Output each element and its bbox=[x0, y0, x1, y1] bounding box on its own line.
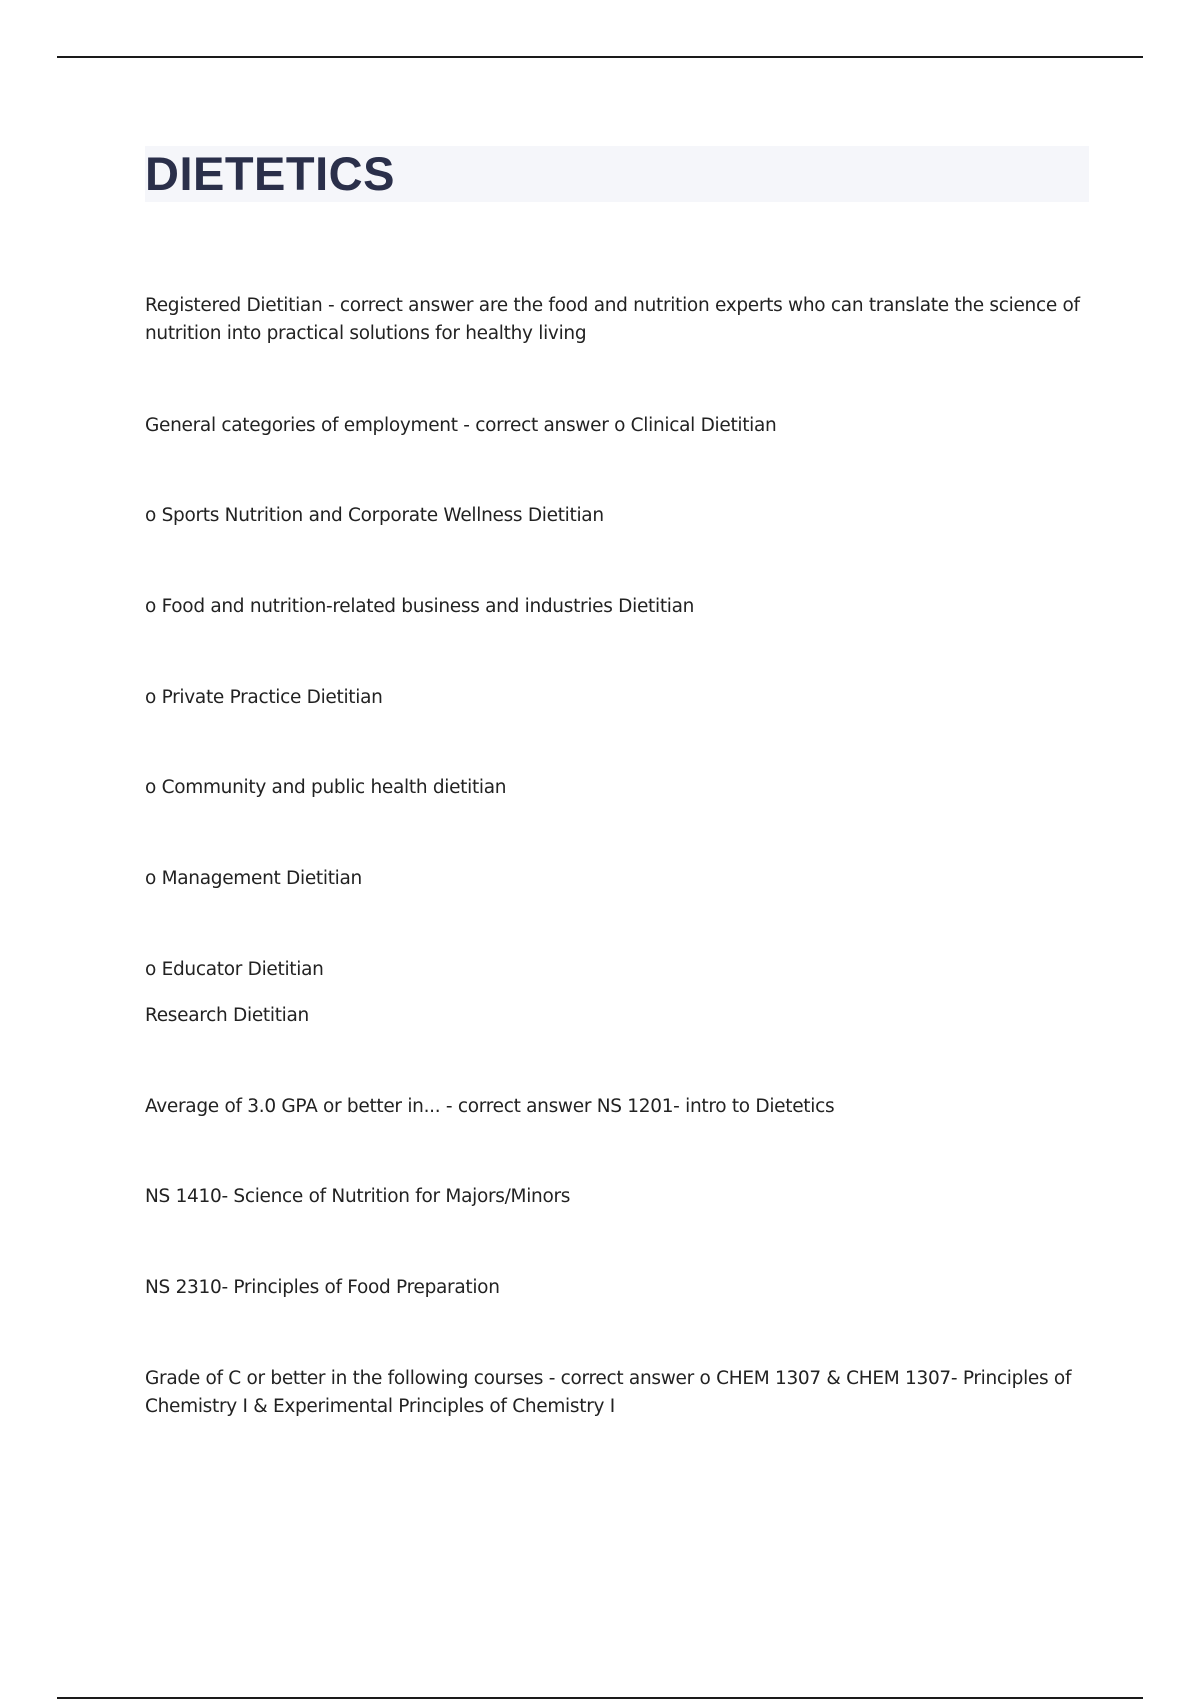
course-ns-1410: NS 1410- Science of Nutrition for Majors/Minors bbox=[145, 1186, 571, 1207]
document-title: DIETETICS bbox=[145, 147, 395, 200]
header-rule bbox=[57, 56, 1143, 58]
list-item-management: o Management Dietitian bbox=[145, 868, 362, 889]
paragraph-registered-dietitian: Registered Dietitian - correct answer are the food and nutrition experts who can translate the science of nutrition into practical solutions for healthy living bbox=[145, 295, 1080, 344]
list-item-food-industry: o Food and nutrition-related business and industries Dietitian bbox=[145, 596, 695, 617]
list-item-research: Research Dietitian bbox=[145, 1005, 309, 1026]
paragraph-grade-requirement: Grade of C or better in the following courses - correct answer o CHEM 1307 & CHEM 1307- Principles of Chemistry I & Experimental Principles of Chemistry I bbox=[145, 1368, 1072, 1417]
list-item-sports-nutrition: o Sports Nutrition and Corporate Wellness Dietitian bbox=[145, 505, 604, 526]
title-banner bbox=[145, 146, 1089, 202]
paragraph-gpa-requirement: Average of 3.0 GPA or better in... - correct answer NS 1201- intro to Dietetics bbox=[145, 1096, 835, 1117]
paragraph-employment-categories: General categories of employment - correct answer o Clinical Dietitian bbox=[145, 415, 777, 436]
list-item-community-health: o Community and public health dietitian bbox=[145, 777, 507, 798]
course-ns-2310: NS 2310- Principles of Food Preparation bbox=[145, 1277, 500, 1298]
footer-rule bbox=[57, 1697, 1143, 1699]
list-item-educator: o Educator Dietitian bbox=[145, 959, 324, 980]
list-item-private-practice: o Private Practice Dietitian bbox=[145, 687, 383, 708]
